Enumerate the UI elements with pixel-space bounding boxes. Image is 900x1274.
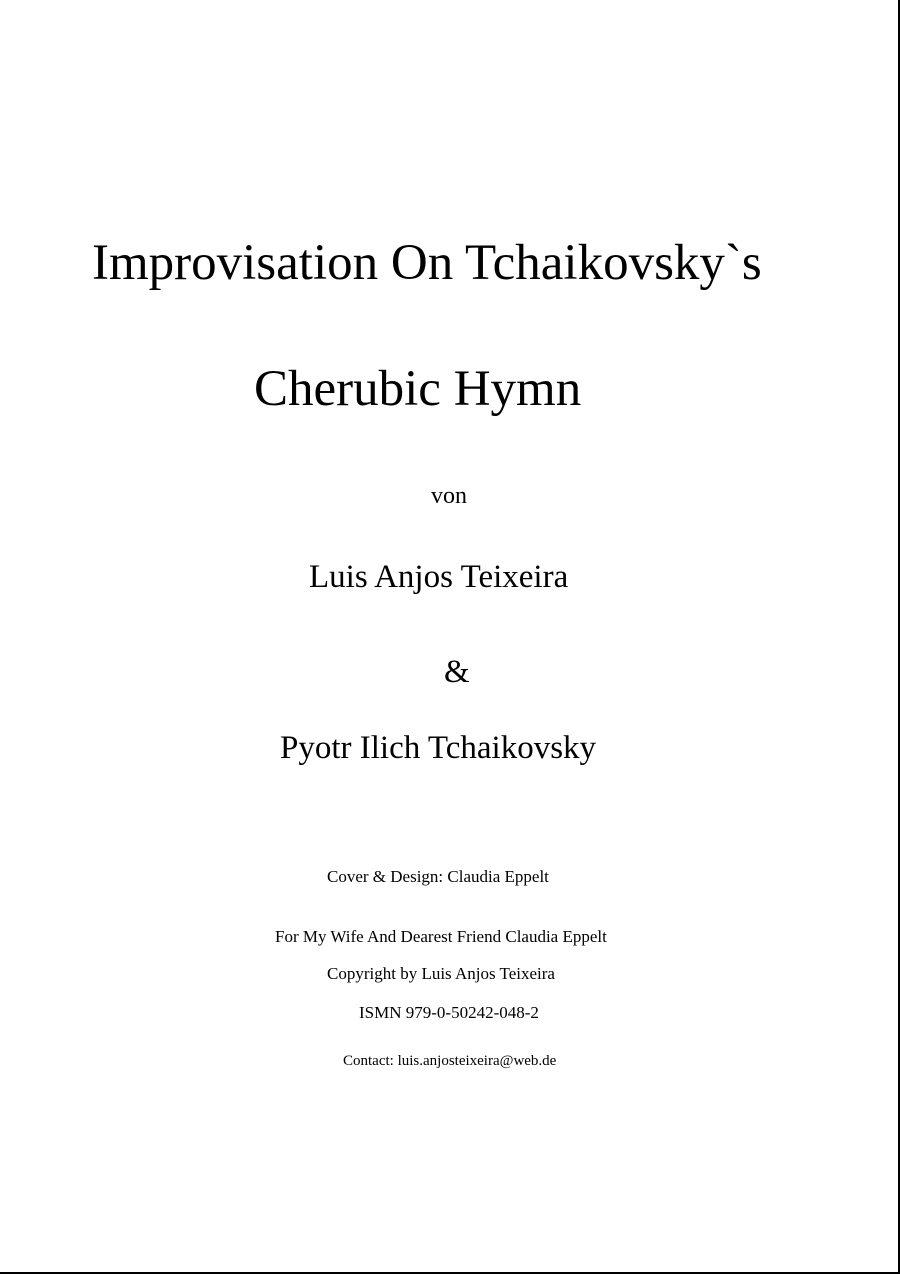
author-separator: & (444, 654, 470, 690)
title-line-2: Cherubic Hymn (254, 361, 582, 417)
by-label: von (431, 483, 467, 509)
author-secondary: Pyotr Ilich Tchaikovsky (280, 730, 597, 766)
dedication: For My Wife And Dearest Friend Claudia Eppelt (275, 927, 607, 946)
ismn-number: ISMN 979-0-50242-048-2 (359, 1003, 539, 1022)
copyright-notice: Copyright by Luis Anjos Teixeira (327, 964, 555, 983)
title-line-1: Improvisation On Tchaikovsky`s (92, 235, 762, 291)
cover-design-credit: Cover & Design: Claudia Eppelt (327, 867, 549, 886)
author-primary: Luis Anjos Teixeira (309, 559, 569, 595)
contact-email: Contact: luis.anjosteixeira@web.de (343, 1053, 557, 1069)
